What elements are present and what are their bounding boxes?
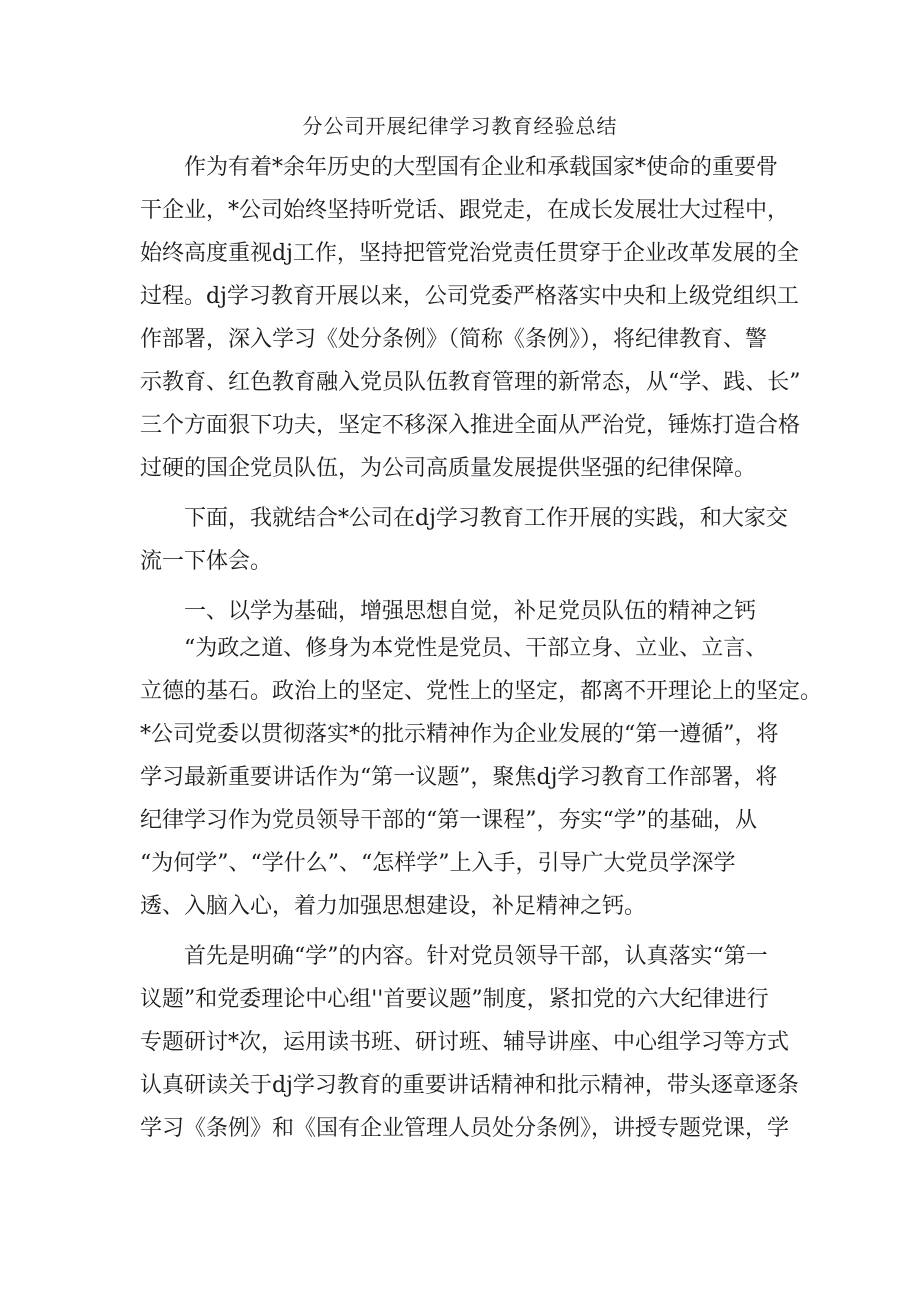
document-title: 分公司开展纪律学习教育经验总结: [302, 114, 618, 138]
body-line: 学习《条例》和《国有企业管理人员处分条例》，讲授专题党课，学: [140, 1116, 790, 1141]
body-line: 首先是明确“学”的内容。针对党员领导干部，认真落实“第一: [140, 944, 768, 969]
body-line: “为政之道、修身为本党性是党员、干部立身、立业、立言、: [140, 636, 768, 661]
body-line: 下面，我就结合*公司在dj学习教育工作开展的实践，和大家交: [140, 506, 788, 531]
body-line: 干企业，*公司始终坚持听党话、跟党走，在成长发展壮大过程中，: [140, 198, 790, 223]
body-line: 立德的基石。政治上的坚定、党性上的坚定，都离不开理论上的坚定。: [140, 679, 823, 704]
body-line: 作部署，深入学习《处分条例》（简称《条例》），将纪律教育、警: [140, 327, 768, 352]
body-line: 三个方面狠下功夫，坚定不移深入推进全面从严治党，锤炼打造合格: [140, 413, 801, 438]
body-line: 示教育、红色教育融入党员队伍教育管理的新常态，从“学、践、长”: [140, 370, 801, 395]
body-line: 学习最新重要讲话作为“第一议题”，聚焦dj学习教育工作部署，将: [140, 765, 778, 790]
body-line: 纪律学习作为党员领导干部的“第一课程”，夯实“学”的基础，从: [140, 808, 757, 833]
section-heading: 一、以学为基础，增强思想自觉，补足党员队伍的精神之钙: [140, 599, 757, 624]
body-line: 流一下体会。: [140, 549, 273, 574]
body-line: 作为有着*余年历史的大型国有企业和承载国家*使命的重要骨: [140, 155, 779, 180]
body-line: 过程。dj学习教育开展以来，公司党委严格落实中央和上级党组织工: [140, 284, 799, 309]
body-line: “为何学”、“学什么”、“怎样学”上入手，引导广大党员学深学: [140, 851, 736, 876]
body-line: 议题”和党委理论中心组''首要议题”制度，紧扣党的六大纪律进行: [140, 987, 769, 1012]
body-line: 透、入脑入心，着力加强思想建设，补足精神之钙。: [140, 894, 647, 919]
body-line: 专题研讨*次，运用读书班、研讨班、辅导讲座、中心组学习等方式: [140, 1030, 790, 1055]
body-line: 过硬的国企党员队伍，为公司高质量发展提供坚强的纪律保障。: [140, 456, 757, 481]
body-line: 始终高度重视dj工作，坚持把管党治党责任贯穿于企业改革发展的全: [140, 241, 799, 266]
body-line: 认真研读关于dj学习教育的重要讲话精神和批示精神，带头逐章逐条: [140, 1073, 799, 1098]
body-line: *公司党委以贯彻落实*的批示精神作为企业发展的“第一遵循”，将: [140, 722, 779, 747]
